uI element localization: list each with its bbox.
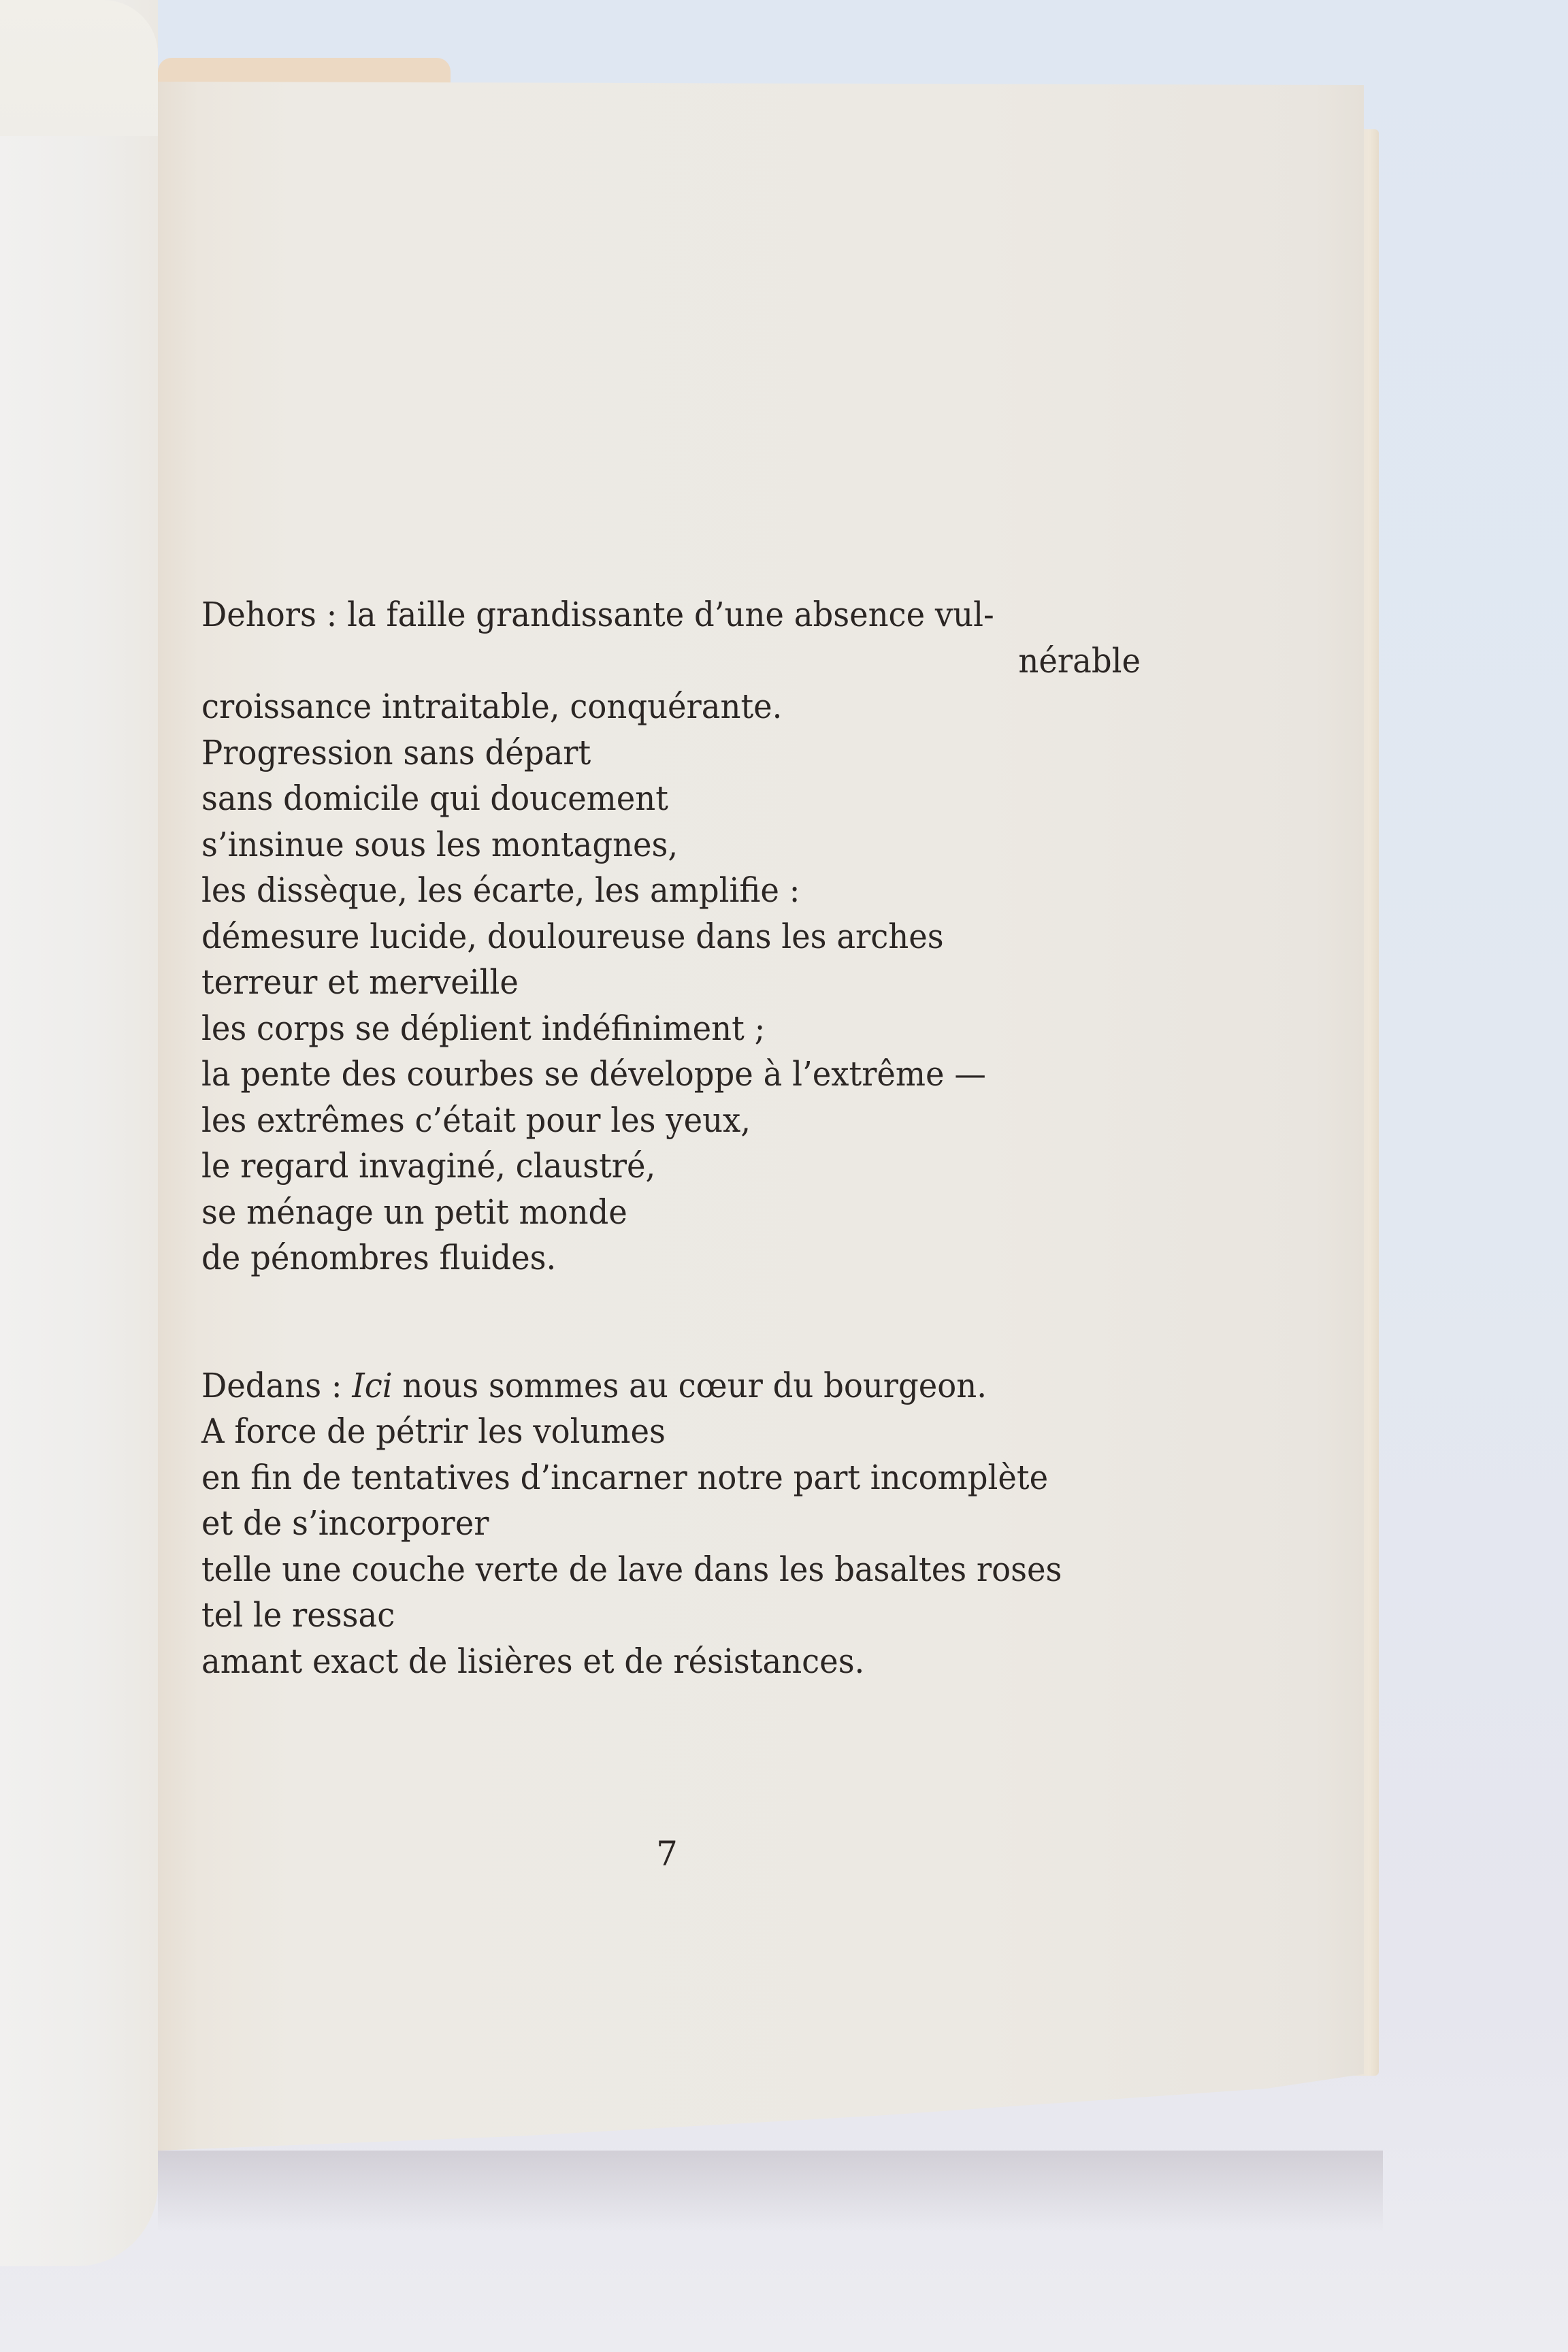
- line-rest: nous sommes au cœur du bourgeon.: [392, 1365, 987, 1405]
- page-number: 7: [656, 1834, 678, 1874]
- poem-line: tel le ressac: [201, 1595, 395, 1635]
- poem-line: terreur et merveille: [201, 962, 519, 1002]
- poem-line: telle une couche verte de lave dans les basaltes roses: [201, 1549, 1062, 1589]
- poem-line: de pénombres fluides.: [201, 1238, 557, 1277]
- line-prefix: Dedans :: [201, 1365, 353, 1405]
- poem-line: démesure lucide, douloureuse dans les arches: [201, 916, 944, 956]
- poem-line: Progression sans départ: [201, 732, 591, 772]
- poem-line: et de s’incorporer: [201, 1503, 489, 1543]
- italic-word: Ici: [352, 1365, 393, 1405]
- book-shadow: [158, 2151, 1383, 2232]
- poem-line: croissance intraitable, conquérante.: [201, 687, 783, 726]
- poem-line: s’insinue sous les montagnes,: [201, 824, 679, 864]
- poem-line: les extrêmes c’était pour les yeux,: [201, 1100, 751, 1140]
- poem-line: [201, 1363, 1075, 1409]
- left-page-top: [0, 0, 158, 136]
- poem-text: [201, 592, 1141, 1684]
- left-page-curl: [0, 0, 158, 2266]
- poem-line: amant exact de lisières et de résistances.: [201, 1641, 865, 1681]
- poem-line: les dissèque, les écarte, les amplifie :: [201, 870, 800, 910]
- poem-line-continuation: nérable: [1018, 640, 1141, 681]
- poem-line: en fin de tentatives d’incarner notre part incomplète: [201, 1457, 1049, 1497]
- poem-line: sans domicile qui doucement: [201, 779, 668, 818]
- poem-line: A force de pétrir les volumes: [201, 1411, 666, 1451]
- stanza-gap: [201, 1281, 1141, 1363]
- stanza-dehors: [201, 592, 1141, 1281]
- stanza-dedans: [201, 1363, 1141, 1685]
- poem-line: les corps se déplient indéfiniment ;: [201, 1008, 766, 1048]
- poem-line: Dehors : la faille grandissante d’une absence vul-: [201, 595, 994, 634]
- poem-line: se ménage un petit monde: [201, 1192, 627, 1232]
- poem-line: la pente des courbes se développe à l’extrême —: [201, 1054, 986, 1094]
- poem-line: le regard invaginé, claustré,: [201, 1146, 656, 1186]
